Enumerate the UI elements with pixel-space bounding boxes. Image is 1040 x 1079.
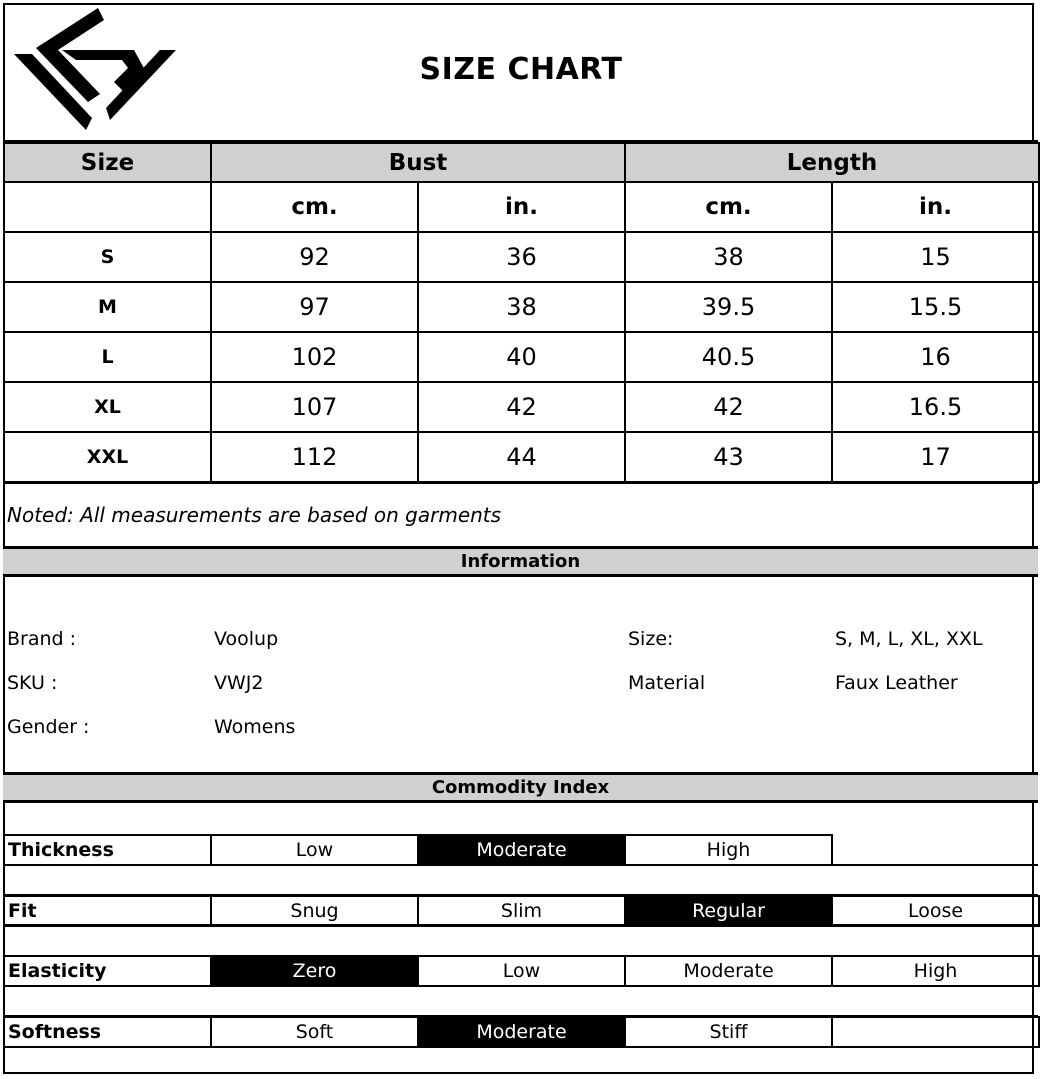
bust-in-cell: 44	[418, 432, 625, 482]
empty-cell	[832, 1017, 1039, 1047]
elasticity-index-row	[3, 955, 1040, 987]
divider	[3, 140, 1038, 142]
length-cm-cell: 39.5	[625, 282, 832, 332]
size-cell: M	[4, 282, 211, 332]
softness-index-row	[3, 1016, 1040, 1048]
page-title: SIZE CHART	[419, 52, 623, 87]
length-cm-cell: 38	[625, 232, 832, 282]
thickness-option-selected: Moderate	[418, 835, 625, 865]
length-in-cell: 15	[832, 232, 1039, 282]
table-row	[4, 232, 1039, 282]
bust-cm-cell: 97	[211, 282, 418, 332]
size-cell: XL	[4, 382, 211, 432]
fit-index-row	[3, 895, 1040, 927]
length-cm-cell: 42	[625, 382, 832, 432]
col-length-header: Length	[625, 143, 1039, 182]
size-table-header	[4, 143, 1039, 182]
col-size-header: Size	[4, 143, 211, 182]
elasticity-label: Elasticity	[4, 956, 211, 986]
length-in-cell: 15.5	[832, 282, 1039, 332]
elasticity-option-selected: Zero	[211, 956, 418, 986]
bust-cm-cell: 107	[211, 382, 418, 432]
bust-in-cell: 36	[418, 232, 625, 282]
table-row	[4, 432, 1039, 482]
elasticity-option: High	[832, 956, 1039, 986]
unit-cell: cm.	[211, 182, 418, 232]
fit-option: Slim	[418, 896, 625, 926]
unit-cell: in.	[418, 182, 625, 232]
divider	[3, 482, 1038, 484]
divider	[3, 985, 1038, 987]
fit-label: Fit	[4, 896, 211, 926]
length-in-cell: 17	[832, 432, 1039, 482]
length-cm-cell: 40.5	[625, 332, 832, 382]
col-bust-header: Bust	[211, 143, 625, 182]
unit-blank	[4, 182, 211, 232]
material-value: Faux Leather	[835, 672, 958, 694]
brand-value: Voolup	[214, 628, 279, 650]
fit-option: Snug	[211, 896, 418, 926]
softness-option: Stiff	[625, 1017, 832, 1047]
material-label: Material	[628, 672, 706, 694]
commodity-index-heading: Commodity Index	[3, 772, 1038, 803]
fit-option-selected: Regular	[625, 896, 832, 926]
bust-cm-cell: 112	[211, 432, 418, 482]
brand-logo-icon	[14, 8, 176, 130]
fit-option: Loose	[832, 896, 1039, 926]
length-in-cell: 16.5	[832, 382, 1039, 432]
softness-option: Soft	[211, 1017, 418, 1047]
size-cell: XXL	[4, 432, 211, 482]
divider	[3, 864, 1038, 866]
bust-in-cell: 38	[418, 282, 625, 332]
length-cm-cell: 43	[625, 432, 832, 482]
softness-label: Softness	[4, 1017, 211, 1047]
bust-cm-cell: 102	[211, 332, 418, 382]
size-cell: L	[4, 332, 211, 382]
unit-cell: in.	[832, 182, 1039, 232]
bust-cm-cell: 92	[211, 232, 418, 282]
divider	[3, 1046, 1038, 1048]
thickness-label: Thickness	[4, 835, 211, 865]
softness-option-selected: Moderate	[418, 1017, 625, 1047]
divider	[3, 924, 1038, 926]
sku-value: VWJ2	[214, 672, 264, 694]
measurement-note: Noted: All measurements are based on garments	[7, 503, 502, 527]
gender-value: Womens	[214, 716, 296, 738]
elasticity-option: Low	[418, 956, 625, 986]
unit-row	[4, 182, 1039, 232]
size-cell: S	[4, 232, 211, 282]
unit-cell: cm.	[625, 182, 832, 232]
size-label: Size:	[628, 628, 674, 650]
table-row	[4, 382, 1039, 432]
sku-label: SKU :	[7, 672, 58, 694]
thickness-index-row	[3, 834, 1039, 866]
empty-cell	[832, 835, 1039, 865]
table-row	[4, 282, 1039, 332]
thickness-option: Low	[211, 835, 418, 865]
size-value: S, M, L, XL, XXL	[835, 628, 983, 650]
bust-in-cell: 40	[418, 332, 625, 382]
information-heading: Information	[3, 546, 1038, 577]
elasticity-option: Moderate	[625, 956, 832, 986]
thickness-option: High	[625, 835, 832, 865]
size-table	[3, 142, 1040, 483]
length-in-cell: 16	[832, 332, 1039, 382]
table-row	[4, 332, 1039, 382]
brand-label: Brand :	[7, 628, 77, 650]
bust-in-cell: 42	[418, 382, 625, 432]
gender-label: Gender :	[7, 716, 90, 738]
